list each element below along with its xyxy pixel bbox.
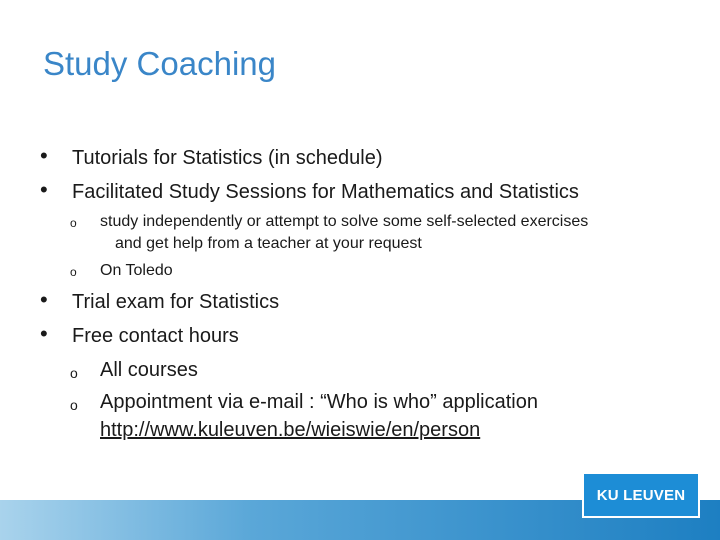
bullet-icon: • — [40, 321, 48, 346]
bullet-text: Tutorials for Statistics (in schedule) — [72, 147, 383, 169]
ku-leuven-logo — [582, 472, 700, 518]
bullet-text: Facilitated Study Sessions for Mathematics and Statistics — [72, 181, 579, 203]
sub-bullet-icon: o — [70, 365, 78, 381]
bullet-icon: • — [40, 287, 48, 312]
sub-bullet-text-continued: and get help from a teacher at your request — [115, 235, 422, 252]
who-is-who-link[interactable]: http://www.kuleuven.be/wieiswie/en/person — [100, 419, 481, 441]
sub-bullet-text: study independently or attempt to solve some self-selected exercises — [100, 213, 589, 230]
bullet-text: Free contact hours — [72, 325, 239, 347]
bullet-text: Trial exam for Statistics — [72, 291, 280, 313]
bullet-icon: • — [40, 177, 48, 202]
page-title: Study Coaching — [43, 45, 276, 82]
sub-bullet-icon: o — [70, 397, 78, 413]
sub-bullet-text: On Toledo — [100, 262, 173, 279]
bullet-icon: • — [40, 143, 48, 168]
sub-bullet-icon: o — [70, 265, 77, 279]
sub-bullet-icon: o — [70, 216, 77, 230]
logo-text: KU LEUVEN — [596, 486, 686, 504]
sub-bullet-text: All courses — [100, 359, 198, 381]
sub-bullet-text: Appointment via e-mail : “Who is who” application — [100, 391, 538, 413]
